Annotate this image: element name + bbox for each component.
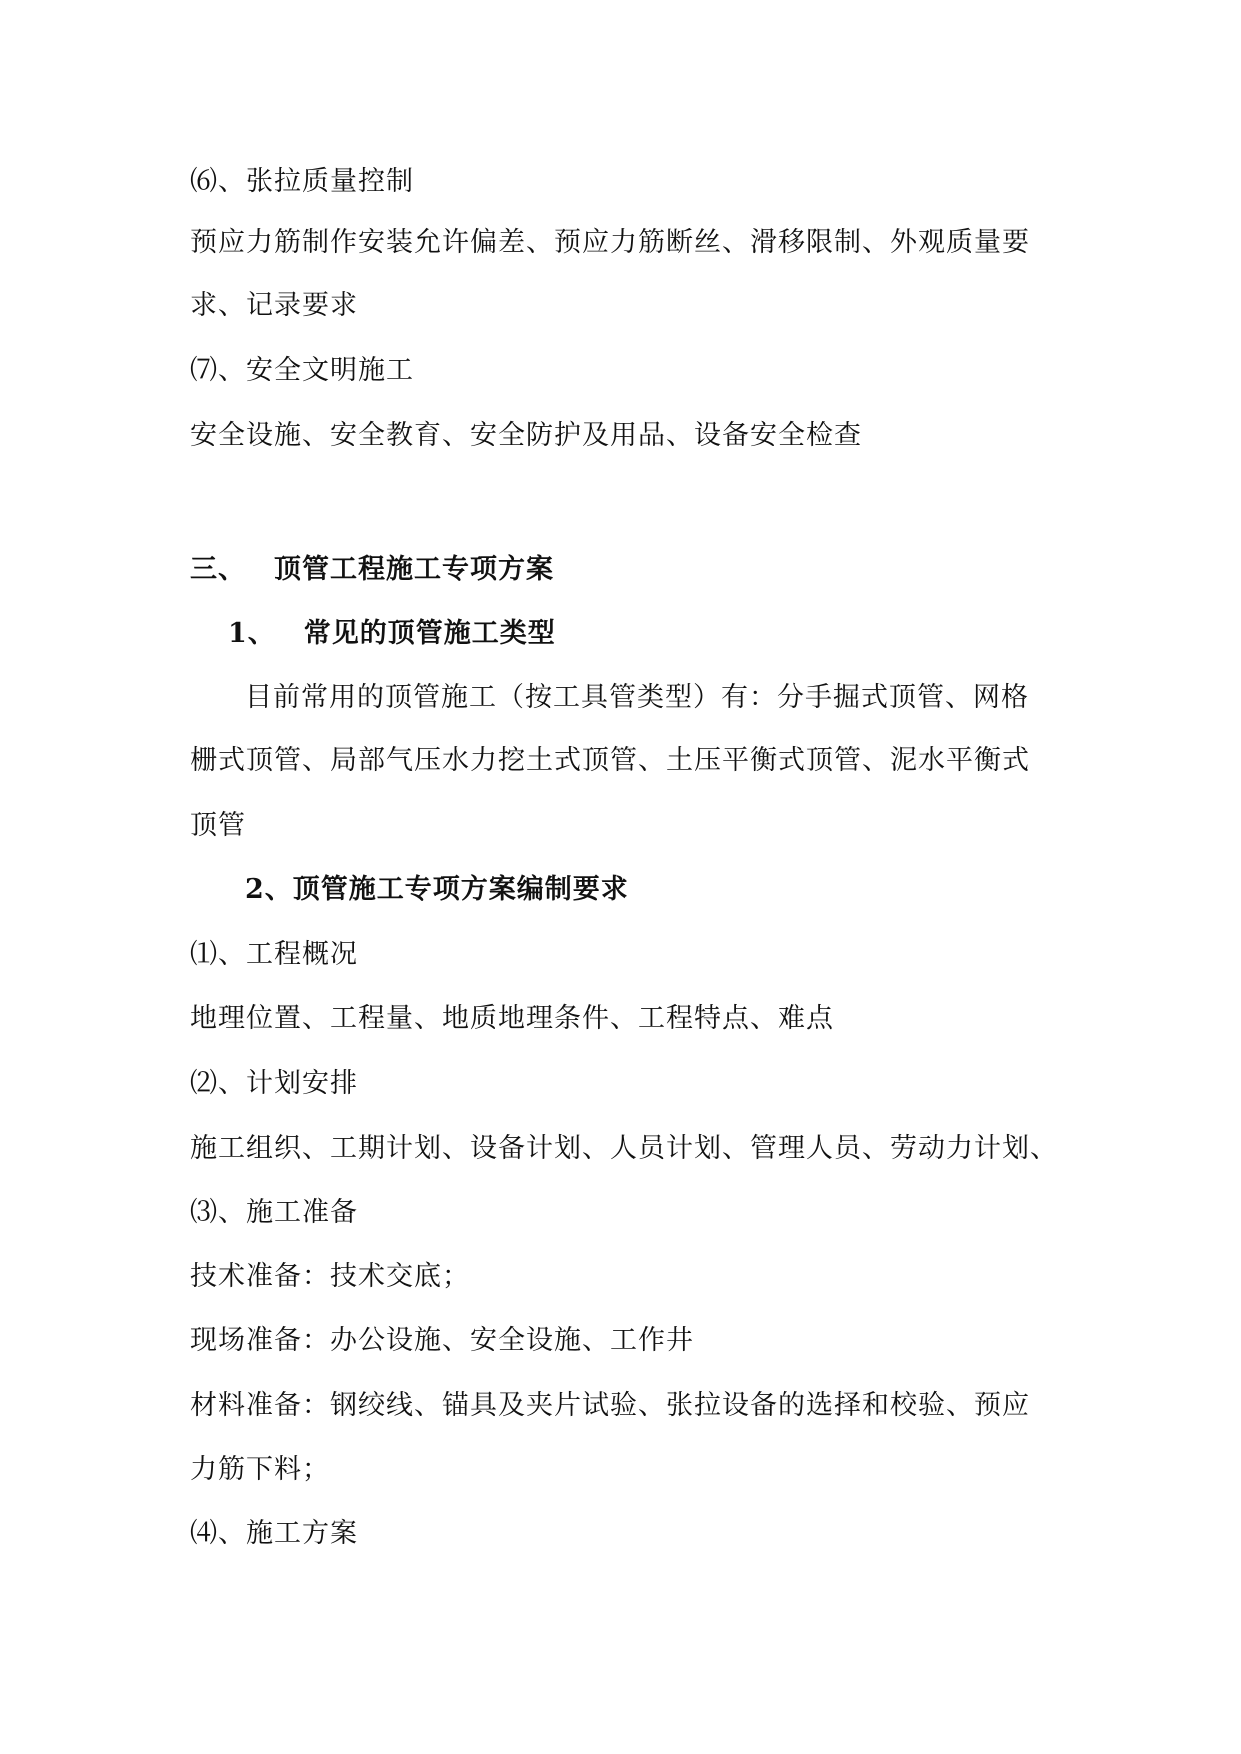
item2-heading: ⑵、计划安排 <box>190 1068 358 1099</box>
section6-body-line1: 预应力筋制作安装允许偏差、预应力筋断丝、滑移限制、外观质量要 <box>190 227 1030 258</box>
sub1-para-line2: 栅式顶管、局部气压水力挖土式顶管、土压平衡式顶管、泥水平衡式 <box>190 745 1030 776</box>
item2-body: 施工组织、工期计划、设备计划、人员计划、管理人员、劳动力计划、 <box>190 1133 1058 1164</box>
sub1-para-line1: 目前常用的顶管施工（按工具管类型）有：分手掘式顶管、网格 <box>245 682 1029 713</box>
sub2-heading: 2、顶管施工专项方案编制要求 <box>245 874 629 905</box>
chapter3-number: 三、 <box>190 554 246 585</box>
section7-body: 安全设施、安全教育、安全防护及用品、设备安全检查 <box>190 420 862 451</box>
chapter3-title: 顶管工程施工专项方案 <box>274 554 554 585</box>
item1-heading: ⑴、工程概况 <box>190 939 358 970</box>
item4-heading: ⑷、施工方案 <box>190 1518 358 1549</box>
chapter3-heading <box>190 552 554 588</box>
section6-body-line2: 求、记录要求 <box>190 290 358 321</box>
sub1-number: 1、 <box>228 618 276 649</box>
sub1-heading <box>228 616 556 652</box>
sub1-para-line3: 顶管 <box>190 810 246 841</box>
item3-material-line1: 材料准备：钢绞线、锚具及夹片试验、张拉设备的选择和校验、预应 <box>190 1390 1030 1421</box>
item3-tech: 技术准备：技术交底； <box>190 1261 470 1292</box>
sub1-title: 常见的顶管施工类型 <box>303 618 556 649</box>
section6-heading: ⑹、张拉质量控制 <box>190 166 414 197</box>
section7-heading: ⑺、安全文明施工 <box>190 355 414 386</box>
item3-material-line2: 力筋下料； <box>190 1454 330 1485</box>
item3-site: 现场准备：办公设施、安全设施、工作井 <box>190 1325 694 1356</box>
item1-body: 地理位置、工程量、地质地理条件、工程特点、难点 <box>190 1003 834 1034</box>
item3-heading: ⑶、施工准备 <box>190 1197 358 1228</box>
